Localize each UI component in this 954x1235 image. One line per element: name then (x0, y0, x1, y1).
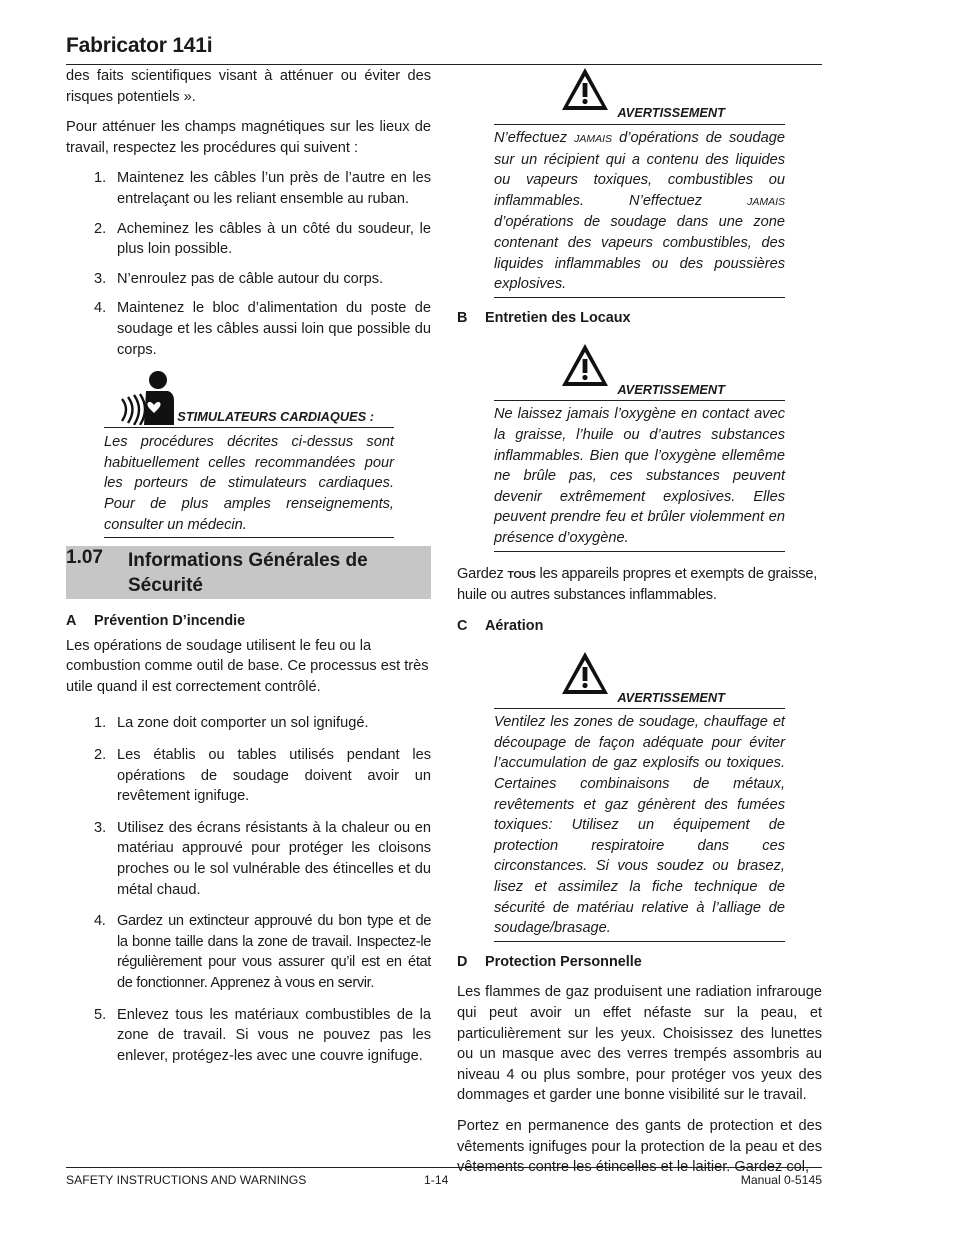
footer-section-name: SAFETY INSTRUCTIONS AND WARNINGS (66, 1173, 307, 1187)
list-item (66, 1005, 431, 1067)
protection-paragraph-1: Les flammes de gaz produisent une radiation infrarouge qui peut avoir un effet néfaste sur la peau, et particulièrement sur les yeux. Choisissez des lunettes ou un masque avec des verres trempés assombris au niveau 4 ou plus sombre, pour protéger vos yeux des dommages et garder une bonne visibilité sur le travail. (457, 984, 822, 1104)
subsection-heading-b (457, 308, 822, 329)
intro-continuation: des faits scientifiques visant à atténuer ou éviter des risques potentiels ». (66, 68, 431, 105)
list-text: Gardez un extincteur approuvé du bon type et de la bonne taille dans la zone de travail. Inspectez-le régulièrement pour vous assurer qu’il est en état de fonctionner. Apprenez à vous en servir. (117, 913, 431, 991)
magnetic-field-list (66, 168, 431, 360)
pacemaker-notice (104, 369, 394, 538)
section-number: 1.07 (66, 547, 103, 569)
list-text: Les établis ou tables utilisés pendant les opérations de soudage doivent avoir un revêtement ignifuge. (117, 747, 431, 805)
list-text: Enlevez tous les matériaux combustibles de la zone de travail. Si vous ne pouvez pas les enlever, protégez-les avec une couvre ignifuge. (117, 1006, 431, 1064)
paragraph-emphasis: TOUS (507, 568, 536, 581)
list-item (66, 818, 431, 900)
subsection-title: Prévention D’incendie (94, 613, 246, 630)
warning-text-part: d’opérations de soudage sur un récipient qui a contenu des liquides ou vapeurs toxiques, combustibles ou inflammables. N’effectuez (494, 130, 786, 209)
list-item (66, 269, 431, 290)
subsection-letter: A (66, 613, 77, 630)
list-number: 2. (94, 747, 107, 764)
list-item (66, 911, 431, 993)
warning-box-oxygen (494, 342, 785, 551)
warning-label: AVERTISSEMENT (617, 105, 725, 121)
warning-triangle-icon (560, 342, 610, 388)
header-rule (66, 64, 822, 65)
pacemaker-label: STIMULATEURS CARDIAQUES : (177, 408, 374, 424)
warning-triangle-icon (560, 66, 610, 112)
warning-emphasis: JAMAIS (574, 133, 613, 145)
warning-label: AVERTISSEMENT (617, 381, 725, 397)
intro-paragraph: Pour atténuer les champs magnétiques sur les lieux de travail, respectez les procédures qui suivent : (66, 119, 431, 156)
list-text: Maintenez les câbles l’un près de l’autre en les entrelaçant ou les reliant ensemble au ruban. (117, 170, 431, 207)
protection-paragraph-2: Portez en permanence des gants de protection et des vêtements ignifuges pour la protection de la peau et des vêtements contre les étincelles et le laitier. Gardez col, (457, 1117, 822, 1176)
warning-box-welding-containers (494, 66, 785, 298)
section-title: Informations Générales de Sécurité (128, 550, 368, 597)
list-text: Utilisez des écrans résistants à la chaleur ou en matériau approuvé pour protéger les cloisons proches ou le sol vulnérable des étincelles et du métal chaud. (117, 819, 431, 898)
manual-page (66, 0, 822, 1235)
subsection-letter: B (457, 309, 468, 326)
list-number: 3. (94, 819, 107, 836)
subsection-title: Protection Personnelle (485, 953, 642, 970)
subsection-letter: C (457, 617, 468, 634)
subsection-heading-a (66, 611, 431, 632)
list-number: 1. (94, 170, 107, 187)
housekeeping-paragraph (457, 564, 822, 606)
page-header-title: Fabricator 141i (66, 34, 213, 57)
warning-text-part: N’effectuez (494, 130, 575, 146)
list-item (66, 298, 431, 360)
list-number: 5. (94, 1006, 107, 1023)
warning-emphasis: JAMAIS (747, 195, 785, 208)
pacemaker-notice-header (104, 369, 394, 428)
subsection-heading-c (457, 616, 822, 637)
list-number: 2. (94, 220, 107, 237)
footer-rule (66, 1167, 822, 1168)
footer-manual-number: Manual 0-5145 (740, 1173, 822, 1187)
pacemaker-text: Les procédures décrites ci-dessus sont habituellement celles recommandées pour les porteurs de stimulateurs cardiaques. Pour de plus amples renseignements, consulter un médecin. (104, 428, 394, 538)
warning-header (494, 342, 785, 401)
list-text: La zone doit comporter un sol ignifugé. (117, 715, 369, 732)
list-number: 4. (94, 300, 107, 317)
warning-header (494, 66, 785, 125)
list-text: Maintenez le bloc d’alimentation du poste de soudage et les câbles aussi loin que possible du corps. (117, 300, 431, 358)
warning-box-ventilation (494, 650, 785, 942)
list-item (66, 219, 431, 260)
subsection-title: Entretien des Locaux (485, 309, 631, 326)
warning-text: Ventilez les zones de soudage, chauffage et découpage de façon adéquate pour éviter l’accumulation de gaz explosifs ou toxiques. Certaines combinaisons de métaux, revêtements et gaz génèrent des fumées toxiques: Utilisez un équipement de protection respiratoire dans ces circonstances. Si vous soudez ou brasez, lisez et assimilez la fiche technique de sécurité de matériau relative à l’alliage de soudage/brasage. (494, 709, 785, 942)
section-heading (66, 546, 431, 599)
warning-text (494, 125, 785, 298)
list-item (66, 745, 431, 807)
list-item (66, 713, 431, 734)
paragraph-text: Gardez (457, 565, 508, 582)
list-text: Acheminez les câbles à un côté du soudeur, le plus loin possible. (117, 220, 431, 258)
fire-prevention-list (66, 713, 431, 1066)
warning-text: Ne laissez jamais l’oxygène en contact avec la graisse, l’huile ou d’autres substances inflammables. Bien que l’oxygène ellemême ne brûle pas, ces substances peuvent devenir extrêmement explosives. Elles peuvent prendre feu et brûler violemment en présence d’oxygène. (494, 401, 785, 551)
footer-page-number: 1-14 (424, 1173, 449, 1187)
warning-label: AVERTISSEMENT (617, 689, 725, 705)
list-number: 4. (94, 913, 106, 930)
warning-header (494, 650, 785, 709)
list-number: 3. (94, 270, 107, 287)
subsection-letter: D (457, 953, 468, 970)
warning-triangle-icon (560, 650, 610, 696)
fire-prevention-paragraph: Les opérations de soudage utilisent le feu ou la combustion comme outil de base. Ce processus est très utile quand il est correctement contrôlé. (66, 637, 429, 695)
list-item (66, 168, 431, 209)
list-number: 1. (94, 715, 107, 732)
right-column (457, 66, 822, 1178)
list-text: N’enroulez pas de câble autour du corps. (117, 270, 384, 287)
warning-text-part: d’opérations de soudage dans une zone contenant des vapeurs combustibles, des liquides inflammables ou des poussières explosives. (494, 214, 785, 293)
left-column (66, 66, 431, 1075)
subsection-title: Aération (485, 617, 544, 634)
subsection-heading-d (457, 952, 822, 973)
paragraph-text: les appareils propres et exempts de graisse, huile ou autres substances inflammables. (457, 565, 818, 604)
pacemaker-icon (120, 369, 176, 425)
